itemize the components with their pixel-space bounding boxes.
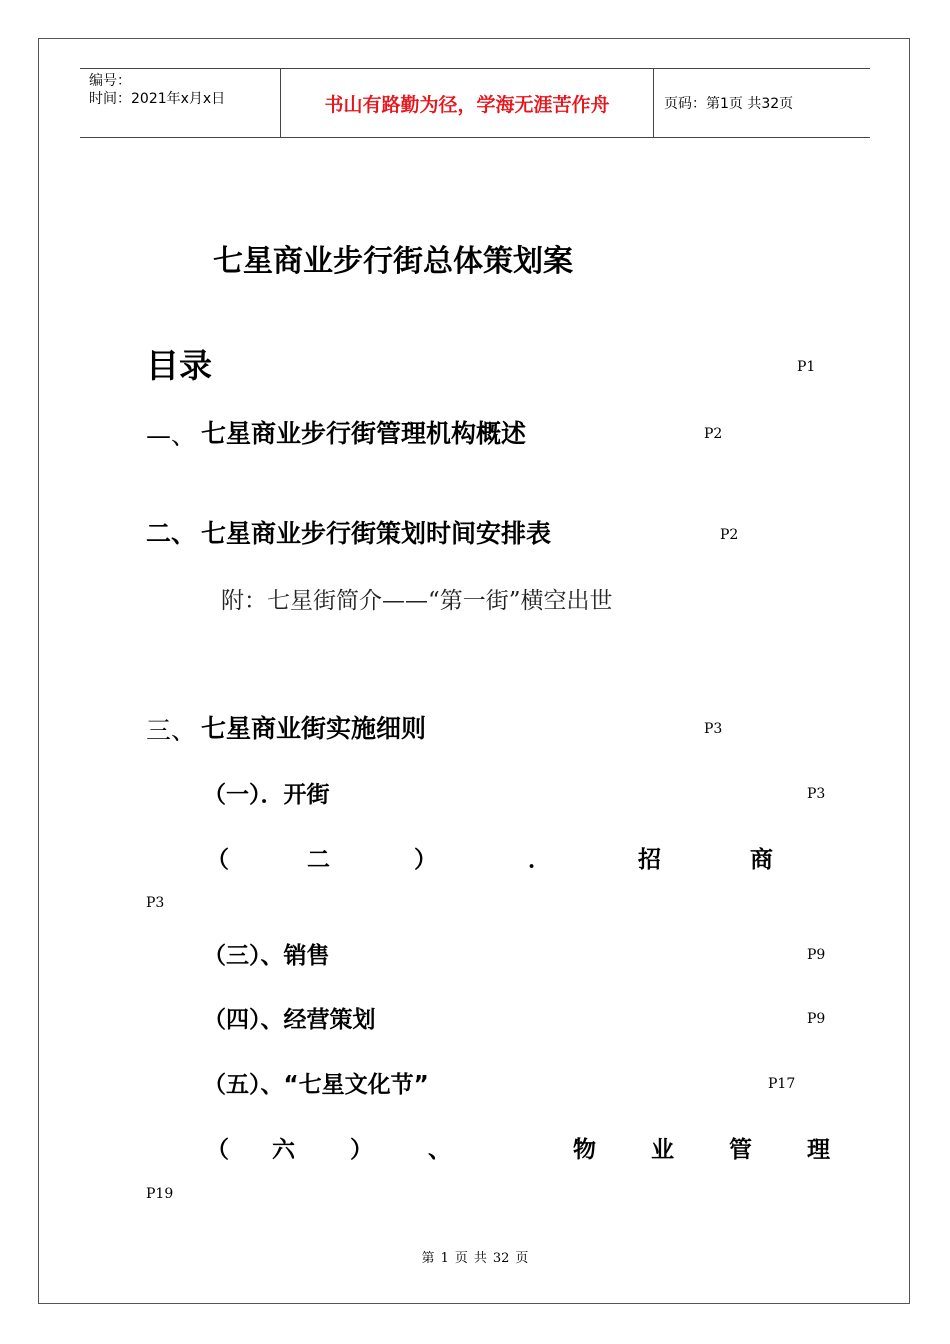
footer-part: 页: [454, 1251, 468, 1266]
toc-subsection-6-part: 、: [428, 1137, 451, 1163]
toc-title: 目录: [146, 346, 212, 385]
toc-section-2-title[interactable]: 七星商业步行街策划时间安排表: [201, 519, 552, 548]
toc-subsection-5[interactable]: （五）、“七星文化节”: [203, 1072, 429, 1098]
toc-subsection-6-part: 业: [651, 1137, 674, 1163]
toc-subsection-2-page: P3: [146, 895, 165, 911]
toc-section-3-number: 三、: [146, 716, 197, 745]
toc-subsection-2-part: 招: [638, 847, 661, 873]
footer-part: 共: [473, 1251, 487, 1266]
toc-subsection-6-part: 物: [573, 1137, 596, 1163]
toc-subsection-2-part: ）: [414, 847, 437, 873]
toc-subsection-6-part: 六: [272, 1137, 295, 1163]
toc-page-number: P1: [797, 359, 816, 375]
toc-subsection-4-page: P9: [807, 1011, 826, 1027]
toc-subsection-2-part: 二: [307, 847, 330, 873]
toc-subsection-1-page: P3: [807, 786, 826, 802]
toc-subsection-2-part: 商: [750, 847, 773, 873]
header-motto: 书山有路勤为径，学海无涯苦作舟: [281, 69, 654, 137]
toc-subsection-3-page: P9: [807, 947, 826, 963]
toc-subsection-6-part: （: [206, 1137, 229, 1163]
toc-subsection-1[interactable]: （一）．开街: [203, 782, 330, 808]
page-header: [80, 68, 870, 138]
footer-part: 页: [515, 1251, 529, 1266]
footer-page-total: 32: [492, 1251, 510, 1266]
toc-subsection-5-page: P17: [768, 1076, 796, 1092]
page-footer: [0, 1247, 950, 1266]
header-meta: [80, 69, 281, 137]
document-title: 七星商业步行街总体策划案: [213, 244, 573, 279]
footer-part: 第: [421, 1251, 435, 1266]
toc-section-1-number: —、: [146, 421, 197, 450]
toc-subsection-6-part: ）: [350, 1137, 373, 1163]
header-page-info: 页码：第1页 共32页: [664, 96, 794, 112]
document-number-label: 编号：: [89, 73, 131, 89]
footer-page-current: 1: [440, 1251, 449, 1266]
toc-section-1-title[interactable]: 七星商业步行街管理机构概述: [201, 419, 527, 448]
toc-subsection-6-part: 理: [807, 1137, 830, 1163]
toc-subsection-2-part: （: [206, 847, 229, 873]
toc-section-2-number: 二、: [146, 519, 197, 548]
toc-section-2-page: P2: [720, 527, 739, 543]
toc-subsection-3[interactable]: （三）、销售: [203, 943, 330, 969]
toc-appendix[interactable]: 附：七星街简介——“第一街”横空出世: [221, 588, 613, 614]
toc-subsection-4[interactable]: （四）、经营策划: [203, 1007, 376, 1033]
toc-subsection-6-part: 管: [729, 1137, 752, 1163]
toc-section-3-title[interactable]: 七星商业街实施细则: [201, 714, 427, 743]
page-frame: [38, 38, 910, 1304]
toc-subsection-6-page: P19: [146, 1186, 174, 1202]
document-time-label: 时间：2021年x月x日: [89, 91, 226, 107]
toc-section-1-page: P2: [704, 426, 723, 442]
toc-subsection-2-part: ．: [528, 847, 551, 873]
toc-section-3-page: P3: [704, 721, 723, 737]
